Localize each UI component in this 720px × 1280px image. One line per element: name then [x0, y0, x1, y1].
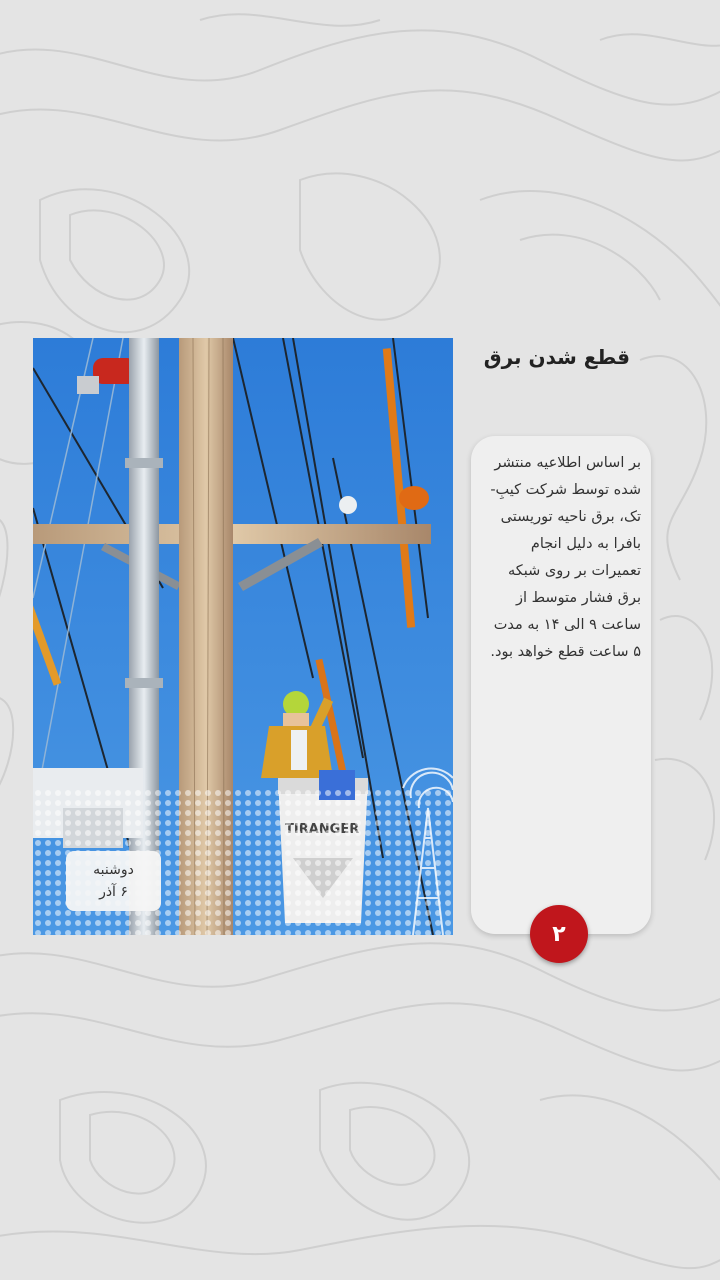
news-body: بر اساس اطلاعیه منتشر شده توسط شرکت کیبِ-تک، برق ناحیه توریستی بافرا به دلیل انجام تعمیرات بر روی شبکه برق فشار متوسط از ساعت ۹ الی ۱۴ به مدت ۵ ساعت قطع خواهد بود.	[490, 455, 641, 660]
day-month: ۶ آذر	[99, 884, 128, 900]
page-title: قطع شدن برق	[483, 345, 630, 369]
news-card	[471, 436, 651, 934]
date-badge	[66, 851, 161, 911]
lineman-photo	[33, 338, 453, 935]
page-number-badge: ۲	[530, 905, 588, 963]
weekday: دوشنبه	[93, 862, 134, 878]
